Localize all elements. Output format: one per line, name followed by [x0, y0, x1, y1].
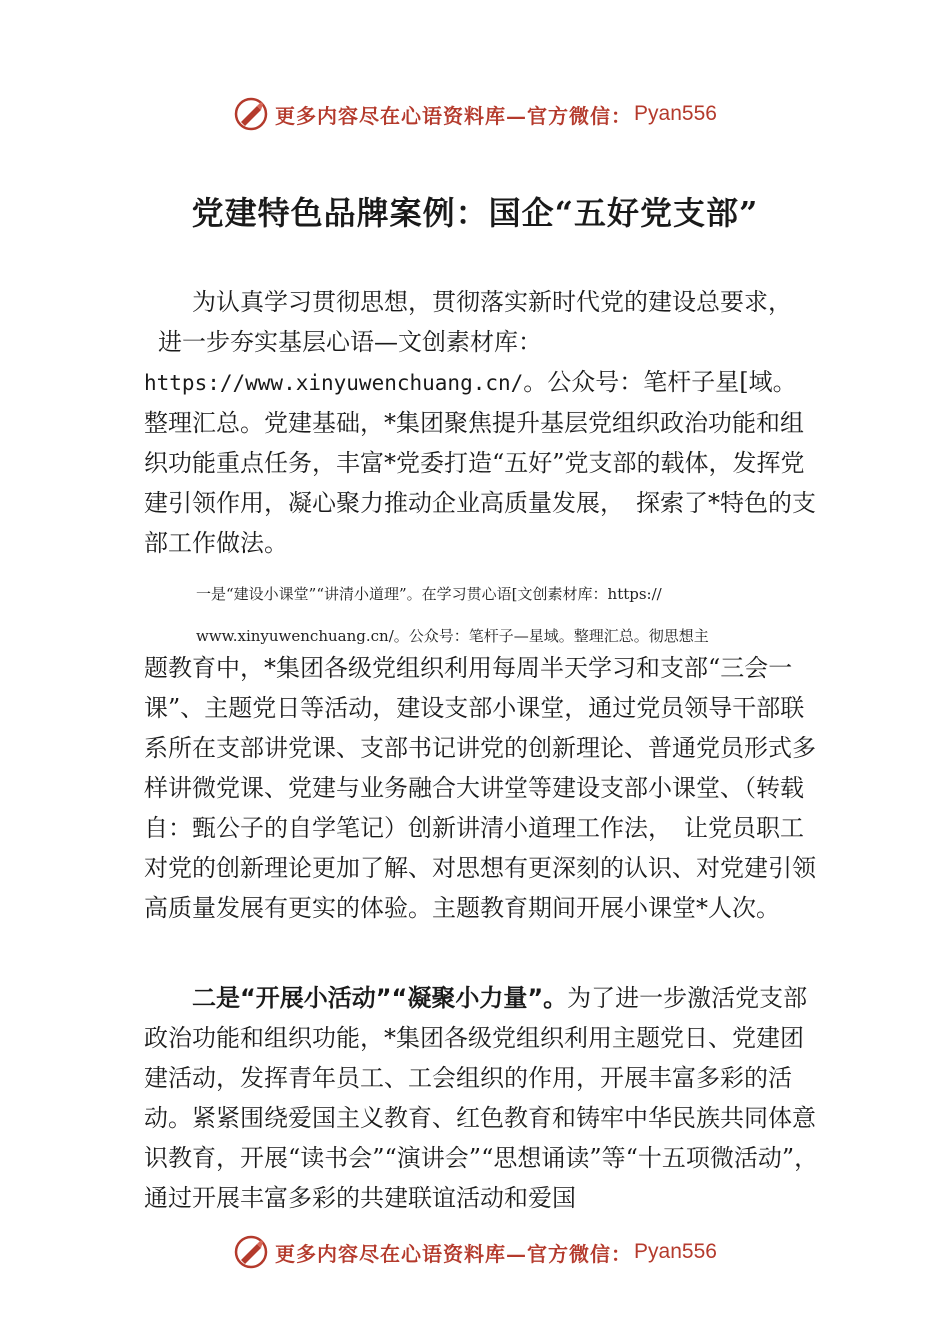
point2-paragraph — [144, 978, 824, 1218]
intro-rest: 整理汇总。党建基础，*集团聚焦提升基层党组织政治功能和组织功能重点任务，丰富*党委打造“五好”党支部的载体，发挥党建引领作用，凝心聚力推动企业高质量发展， 探索了*特色的支部工作做法。 — [144, 409, 816, 557]
brush-logo-icon — [233, 1234, 269, 1270]
intro-line-1: 为认真学习贯彻思想，贯彻落实新时代党的建设总要求， — [192, 288, 792, 316]
footer-banner — [0, 1230, 950, 1274]
brush-logo-icon — [233, 96, 269, 132]
intro-paragraph — [144, 282, 824, 563]
document-title: 党建特色品牌案例：国企“五好党支部” — [191, 194, 759, 232]
point1-small-line-1: 一是“建设小课堂”“讲清小道理”。在学习贯心语[文创素材库：https:// — [196, 585, 662, 603]
intro-url: https://www.xinyuwenchuang.cn/ — [144, 371, 524, 395]
point1-small-line-2: www.xinyuwenchuang.cn/。公众号：笔杆子—星域。整理汇总。彻思想主 — [196, 627, 709, 645]
banner-wechat-id: Pyan556 — [634, 102, 717, 125]
intro-line-3 — [144, 362, 824, 403]
point2-lead: 二是“开展小活动”“凝聚小力量”。 — [192, 984, 568, 1012]
point1-body: 题教育中，*集团各级党组织利用每周半天学习和支部“三会一课”、主题党日等活动，建设支部小课堂，通过党员领导干部联系所在支部讲党课、支部书记讲党的创新理论、普通党员形式多样讲微党课、党建与业务融合大讲堂等建设支部小课堂、（转载自：甄公子的自学笔记）创新讲清小道理工作法， 让党员职工对党的创新理论更加了解、对思想有更深刻的认识、对党建引领高质量发展有更实的体验。主题教育期间开展小课堂*人次。 — [144, 654, 816, 922]
banner-text: 更多内容尽在心语资料库—官方微信： — [275, 1241, 633, 1266]
header-banner — [0, 92, 950, 136]
intro-line-3-rest: 。公众号：笔杆子星[域。 — [523, 368, 797, 396]
point2-body: 为了进一步激活党支部政治功能和组织功能，*集团各级党组织利用主题党日、党建团建活动，发挥青年员工、工会组织的作用，开展丰富多彩的活动。紧紧围绕爱国主义教育、红色教育和铸牢中华民族共同体意识教育，开展“读书会”“演讲会”“思想诵读”等“十五项微活动”，通过开展丰富多彩的共建联谊活动和爱国 — [144, 984, 819, 1212]
banner-text: 更多内容尽在心语资料库—官方微信： — [275, 103, 633, 128]
intro-line-2: 进一步夯实基层心语—文创素材库： — [158, 328, 542, 356]
banner-wechat-id: Pyan556 — [634, 1240, 717, 1263]
